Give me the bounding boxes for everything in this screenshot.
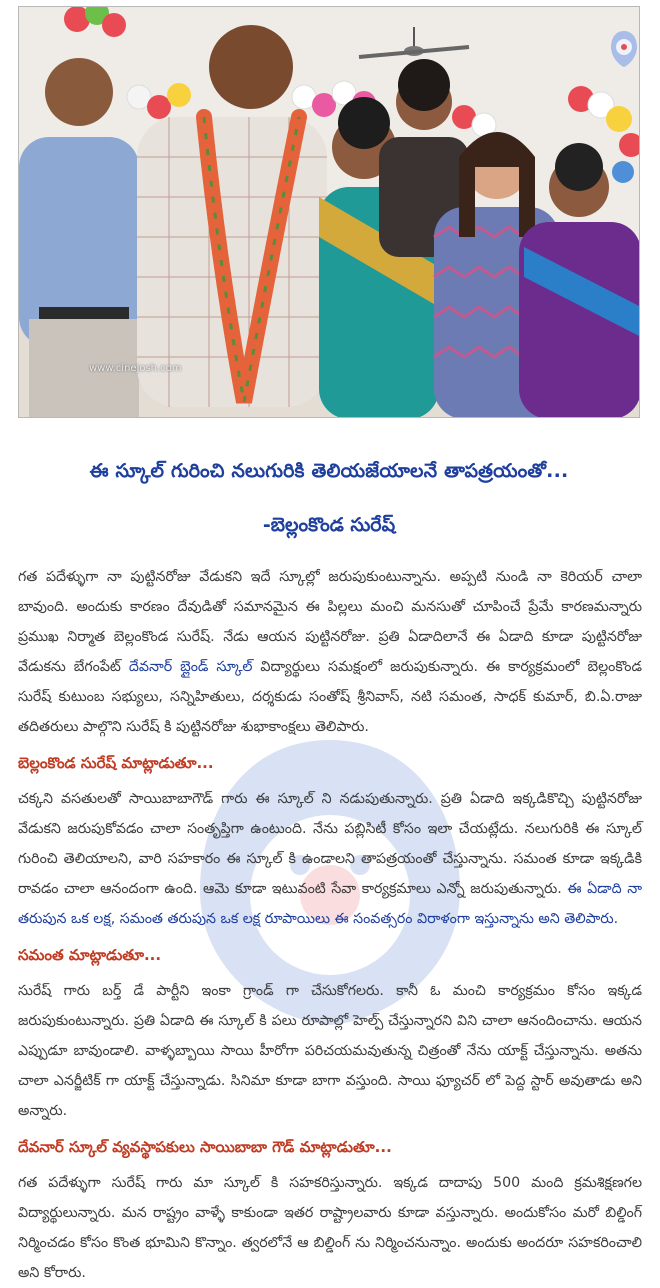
donation-highlight: ఈ ఏడాది నా తరుపున ఒక లక్ష, సమంత తరుపున ఒక లక్ష రూపాయిలు ఈ సంవత్సరం విరాళంగా ఇస్తున్నాను అని తెలిపారు. xyxy=(18,881,642,927)
samantha-section-heading: సమంత మాట్లాడుతూ... xyxy=(18,946,162,964)
article-body xyxy=(18,562,642,1288)
suresh-section-heading: బెల్లంకొండ సురేష్ మాట్లాడుతూ... xyxy=(18,754,214,772)
intro-paragraph: గత పదేళ్ళుగా నా పుట్టినరోజు వేడుకని ఇదే స్కూల్లో జరుపుకుంటున్నాను. అప్పటి నుండి నా కెరియర్ చాలా బావుంది. అందుకు కారణం దేవుడితో సమానమైన ఈ పిల్లలు మంచి మనసుతో చూపించే ప్రేమే కారణమన్నారు ప్రముఖ నిర్మాత బెల్లంకొండ సురేష్. నేడు ఆయన పుట్టినరోజు. ప్రతి ఏడాదిలానే ఈ ఏడాది కూడా పుట్టినరోజు వేడుకను బేగంపేట్ దేవనార్ బ్లైండ్ స్కూల్ విద్యార్థులు సమక్షంలో జరుపుకున్నారు. ఈ కార్యక్రమంలో బెల్లంకొండ సురేష్ కుటుంబ సభ్యులు, సన్నిహితులు, దర్శకుడు సంతోష్ శ్రీనివాస్, నటి సమంత, సాధక్ కుమార్, బి.ఏ.రాజు తదితరులు పాల్గొని సురేష్ కి పుట్టినరోజు శుభాకాంక్షలు తెలిపారు. xyxy=(18,569,642,735)
samantha-paragraph: సురేష్ గారు బర్త్ డే పార్టీని ఇంకా గ్రాండ్ గా చేసుకోగలరు. కానీ ఓ మంచి కార్యక్రమం కోసం ఇక్కడ జరుపుకుంటున్నారు. ప్రతి ఏడాది ఈ స్కూల్ కి పలు రూపాల్లో హెల్ప్ చేస్తున్నారని విని చాలా ఆనందించాను. ఆయన ఎప్పుడూ బావుండాలి. వాళ్ళబ్బాయి సాయి హీరోగా పరిచయమవుతున్న చిత్రంతో నేను యాక్ట్ చేస్తున్నాను. అతను చాలా ఎనర్జీటిక్ గా యాక్ట్ చేస్తున్నాడు. సినిమా కూడా బాగా వస్తుంది. సాయి ఫ్యూచర్ లో పెద్ద స్టార్ అవుతాడు అని అన్నారు. xyxy=(18,983,642,1119)
event-photo xyxy=(18,6,640,418)
article-headline: ఈ స్కూల్ గురించి నలుగురికి తెలియజేయాలనే తాపత్రయంతో... xyxy=(89,460,569,482)
article-byline: -బెల్లంకొండ సురేష్ xyxy=(262,514,396,536)
school-name-highlight: దేవనార్ బ్లైండ్ స్కూల్ xyxy=(128,659,253,675)
photo-credit: www.cinejosh.com xyxy=(89,363,182,374)
event-photo-illustration xyxy=(19,7,640,418)
gowd-section-heading: దేవనార్ స్కూల్ వ్యవస్థాపకులు సాయిబాబా గౌడ్ మాట్లాడుతూ... xyxy=(18,1138,392,1156)
suresh-paragraph: చక్కని వసతులతో సాయిబాబాగౌడ్ గారు ఈ స్కూల్ ని నడుపుతున్నారు. ప్రతి ఏడాది ఇక్కడికొచ్చి పుట్టినరోజు వేడుకని జరుపుకోవడం చాలా సంతృప్తిగా ఉంటుంది. నేను పబ్లిసిటీ కోసం ఇలా చేయట్లేదు. నలుగురికి ఈ స్కూల్ గురించి తెలియాలని, వారి సహకారం ఈ స్కూల్ కి ఉండాలని తాపత్రయంతో చేస్తున్నాను. సమంత కూడా ఇక్కడికి రావడం చాలా ఆనందంగా ఉంది. ఆమె కూడా ఇటువంటి సేవా కార్యక్రమాలు ఎన్నో జరుపుతున్నారు. ఈ ఏడాది నా తరుపున ఒక లక్ష, సమంత తరుపున ఒక లక్ష రూపాయిలు ఈ సంవత్సరం విరాళంగా ఇస్తున్నాను అని తెలిపారు. xyxy=(18,791,642,927)
site-logo-icon xyxy=(607,29,640,69)
gowd-paragraph: గత పదేళ్ళుగా సురేష్ గారు మా స్కూల్ కి సహకరిస్తున్నారు. ఇక్కడ దాదాపు 500 మంది క్రమశిక్షణగల విద్యార్థులున్నారు. మన రాష్ట్రం వాళ్ళే కాకుండా ఇతర రాష్ట్రాలవారు కూడా వస్తున్నారు. అందుకోసం మరో బిల్డింగ్ నిర్మించడం కోసం కొంత భూమిని కొన్నాం. త్వరలోనే ఆ బిల్డింగ్ ను నిర్మించనున్నాం. అందుకు అందరూ సహకరించాలి అని కోరారు. xyxy=(18,1175,642,1281)
